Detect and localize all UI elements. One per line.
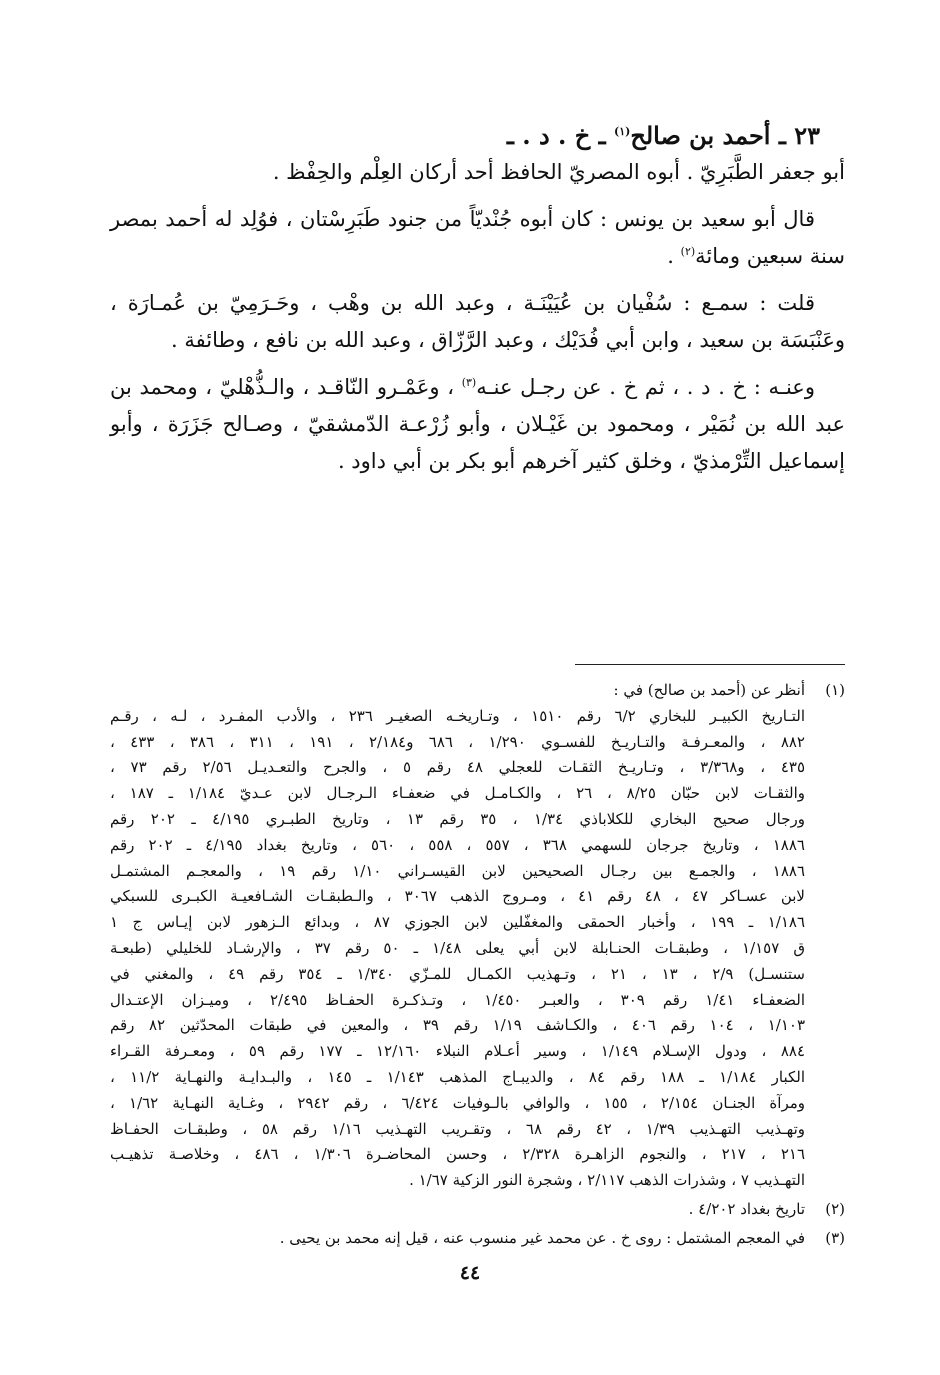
footnote-line: ١٨٨٦ ، وتاريخ جرجان للسهمي ٣٦٨ ، ٥٥٧ ، ٥٥٨ ، ٥٦٠ ، وتاريخ بغداد ٤/١٩٥ ـ ٢٠٢ رقم (110, 835, 805, 854)
footnote-line: الكبار ١/١٨٤ ـ ١٨٨ رقم ٨٤ ، والديبـاج المذهب ١/١٤٣ ـ ١٤٥ ، والبـدايـة والنهـاية ١١/٢ ، (110, 1067, 805, 1086)
footnote-divider (575, 664, 845, 665)
footnote-line: ورجال صحيح البخاري للكلاباذي ١/٣٤ ، ٣٥ رقم ١٣ ، وتاريخ الطبـري ٤/١٩٥ ـ ٢٠٢ رقم (110, 809, 805, 828)
footnote-1-body (110, 678, 805, 1194)
footnote-line: التـاريخ الكبيـر للبخاري ٦/٢ رقم ١٥١٠ ، وتـاريخـه الصغيـر ٢٣٦ ، والأدب المفـرد ، لـه ، رقـم (110, 706, 805, 725)
footnote-line: ١/١٠٣ ، ١٠٤ رقم ٤٠٦ ، والكـاشف ١/١٩ رقم ٣٩ ، والمعين في طبقات المحدّثين ٨٢ رقم (110, 1016, 805, 1035)
entry-name: أحمد بن صالح (630, 121, 771, 150)
entry-title (110, 118, 845, 154)
paragraph-lineage: أبو جعفر الطَّبَرِيّ . أبوه المصريّ الحافظ أحد أركان العِلْم والحِفْظ . (272, 160, 845, 184)
footnote-line: ق ١/١٥٧ ، وطبقـات الحنـابلة لابن أبي يعلى ١/٤٨ ـ ٥٠ رقم ٣٧ ، والإرشـاد للخليلي (طبعـة (110, 938, 805, 957)
footnote-line: ستنسـل) ٢/٩ ، ١٣ ، ٢١ ، وتـهذيب الكمـال للمـزّي ١/٣٤٠ ـ ٣٥٤ رقم ٤٩ ، والمغني في (110, 964, 805, 983)
paragraph-students (110, 369, 845, 480)
footnote-line: لابن عسـاكر ٤٧ ، ٤٨ رقم ٤١ ، ومـروج الذهب ٣٠٦٧ ، والـطبقـات الشـافعيـة الكبـرى للسبكي (110, 887, 805, 906)
footnote-line: أنظر عن (أحمد بن صالح) في : (613, 681, 805, 699)
footnote-number: (٢) (825, 1199, 845, 1218)
footnotes (110, 678, 845, 1255)
footnote-line: في المعجم المشتمل : روى خ . عن محمد غير منسوب عنه ، قيل إنه محمد بن يحيى . (279, 1228, 805, 1247)
paragraph-ibn-yunus-end: . (667, 244, 681, 268)
footnote-line: وتهـذيب التهـذيب ١/٣٩ ، ٤٢ رقم ٦٨ ، وتقـريب التهـذيب ١/١٦ رقم ٥٨ ، وطبقـات الحفـاظ (110, 1119, 805, 1138)
footnote-3 (110, 1226, 845, 1252)
footnote-ref-1[interactable]: (١) (613, 125, 631, 138)
footnote-line: ١٨٨٦ ، والجمـع بين رجـال الصحيحين لابن القيسـراني ١/١٠ رقم ١٩ ، والمعجـم المشتمـل (110, 861, 805, 880)
footnote-3-body (110, 1226, 805, 1252)
paragraph-ibn-yunus (110, 201, 845, 275)
footnote-line: ٨٨٤ ، ودول الإسـلام ١/١٤٩ ، وسير أعـلام النبلاء ١٢/١٦٠ ـ ١٧٧ رقم ٥٩ ، ومعـرفة القـراء (110, 1042, 805, 1061)
footnote-line: الضعفـاء ١/٤١ رقم ٣٠٩ ، والعبـر ١/٤٥٠ ، وتـذكـرة الحفـاظ ٢/٤٩٥ ، وميـزان الإعتـدال (110, 990, 805, 1009)
footnote-line: ١/١٨٦ ـ ١٩٩ ، وأخبار الحمقى والمغفّلين لابن الجوزي ٨٧ ، وبدائع الـزهور لابن إيـاس ج ١ (110, 913, 805, 932)
entry-codes: ـ خ . د . ـ (506, 121, 614, 150)
footnote-line: التهـذيب ٧ ، وشذرات الذهب ٢/١١٧ ، وشجرة النور الزكية ١/٦٧ . (409, 1171, 805, 1190)
footnote-line: تاريخ بغداد ٤/٢٠٢ . (688, 1199, 805, 1218)
entry-number: ٢٣ ـ (778, 121, 820, 150)
footnote-ref-2[interactable]: (٢) (680, 245, 696, 258)
footnote-2 (110, 1197, 845, 1223)
footnote-line: ٨٨٢ ، والمعـرفـة والتـاريـخ للفسـوي ١/٢٩٠ ، ٦٨٦ و٢/١٨٤ ، ١٩١ ، ٣١١ ، ٣٨٦ ، ٤٣٣ ، (110, 732, 805, 751)
footnote-2-body (110, 1197, 805, 1223)
footnote-line: والثقـات لابن حبّان ٨/٢٥ ، ٢٦ ، والكـامـل في ضعفـاء الـرجـال لابن عـديّ ١/١٨٤ ـ ١٨٧ ، (110, 784, 805, 803)
paragraph-students-a: وعنـه : خ . د . ، ثم خ . عن رجـل عنـه (476, 375, 815, 399)
footnote-line: ومرآة الجنـان ٢/١٥٤ ، ١٥٥ ، والوافي بالـوفيات ٦/٤٢٤ ، رقم ٢٩٤٢ ، وغـاية النهـاية ١/٦٢ ، (110, 1093, 805, 1112)
footnote-line: ٢١٦ ، ٢١٧ ، والنجوم الزاهـرة ٢/٣٢٨ ، وحسن المحاضـرة ١/٣٠٦ ، ٤٨٦ ، وخلاصـة تذهيـب (110, 1145, 805, 1164)
page-number: ٤٤ (459, 1262, 481, 1284)
main-text (110, 118, 845, 1247)
footnote-line: ٤٣٥ ، و٣/٣٦٨ ، وتـاريـخ الثقـات للعجلي ٤٨ رقم ٥ ، والجرح والتعـديـل ٢/٥٦ رقم ٧٣ ، (110, 758, 805, 777)
paragraph-ibn-yunus-text: قال أبو سعيد بن يونس : كان أبوه جُنْديّاً من جنود طَبَرِسْتان ، فوُلِد له أحمد بمصر سنة سبعين ومائة (110, 207, 845, 268)
footnote-number: (١) (825, 681, 845, 699)
footnote-ref-3[interactable]: (٣) (461, 376, 477, 389)
footnote-1 (110, 678, 845, 1194)
paragraph-students-b: ، وعَمْـرو النّاقـد ، والـذُّهْليّ ، ومحمد بن عبد الله بن نُمَيْر ، ومحمود بن غَيْـلان ، وأبو زُرْعـة الدّمشقيّ ، وصـالح جَزَرَة ، وأبو إسماعيل التِّرْمذيّ ، وخلق كثير آخرهم أبو بكر بن أبي داود . (110, 375, 845, 473)
footnote-number: (٣) (825, 1228, 845, 1247)
paragraph-teachers: قلت : سمـع : سُفْيان بن عُيَيْنَـة ، وعبد الله بن وهْب ، وحَـرَمِيّ بن عُمـارَة ، وعَنْبَسَة بن سعيد ، وابن أبي فُدَيْك ، وعبد الرَّزّاق ، وعبد الله بن نافع ، وطائفة . (110, 291, 845, 352)
